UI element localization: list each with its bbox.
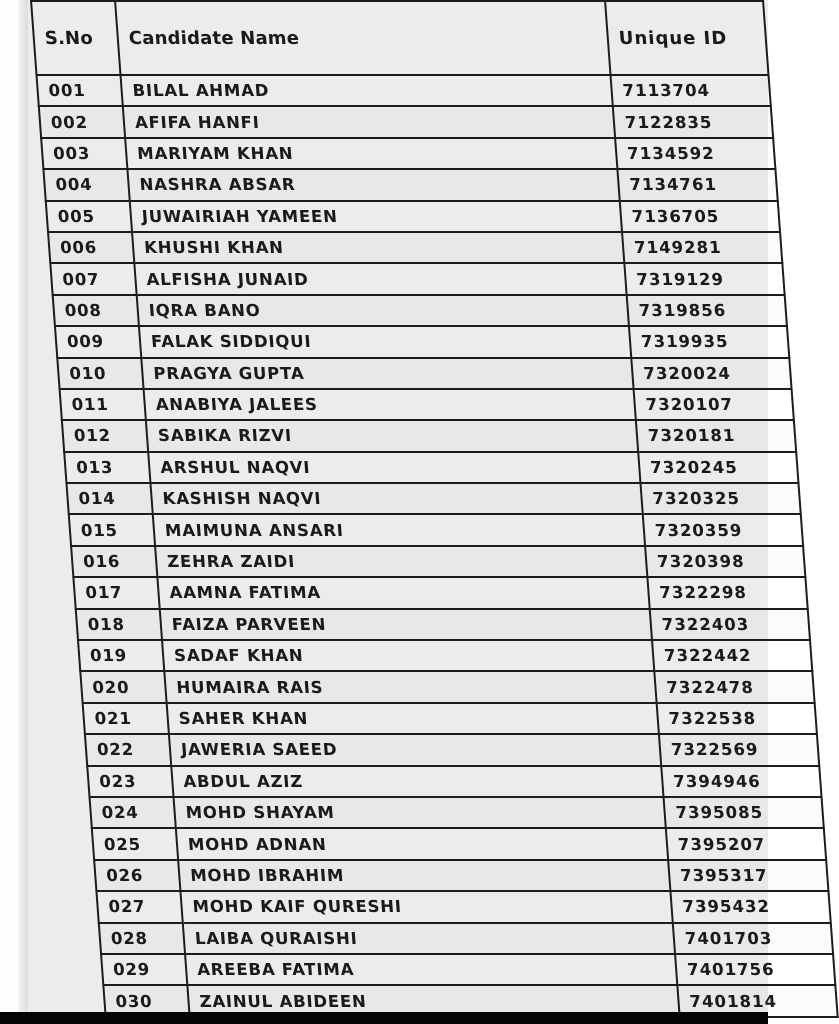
cell-sno: 026 [94,860,180,891]
table-row [57,358,791,389]
cell-unique-id: 7395432 [670,891,830,922]
cell-sno: 018 [76,609,162,640]
table-row [94,860,828,891]
header-unique-id: Unique ID [605,1,768,75]
table-row [99,923,833,954]
table-row [37,75,771,106]
table-body [37,75,838,1017]
cell-unique-id: 7134761 [617,169,777,200]
cell-candidate-name: LAIBA QURAISHI [183,923,675,954]
cell-candidate-name: AFIFA HANFI [123,106,615,137]
cell-sno: 011 [60,389,146,420]
cell-sno: 030 [103,985,189,1016]
cell-unique-id: 7149281 [622,232,782,263]
cell-unique-id: 7322442 [652,640,812,671]
table-row [53,295,787,326]
cell-sno: 022 [85,734,171,765]
cell-candidate-name: JUWAIRIAH YAMEEN [130,201,622,232]
cell-candidate-name: ZEHRA ZAIDI [155,546,647,577]
cell-candidate-name: ARSHUL NAQVI [148,452,640,483]
cell-unique-id: 7122835 [613,106,773,137]
cell-unique-id: 7134592 [615,138,775,169]
cell-candidate-name: PRAGYA GUPTA [141,358,633,389]
cell-candidate-name: AAMNA FATIMA [157,577,649,608]
cell-sno: 013 [64,452,150,483]
cell-sno: 020 [80,671,166,702]
cell-sno: 004 [43,169,129,200]
cell-unique-id: 7320359 [643,514,803,545]
table-row [87,766,821,797]
candidate-list-sheet [30,0,836,1012]
cell-unique-id: 7113704 [611,75,771,106]
table-row [43,169,777,200]
cell-unique-id: 7395317 [668,860,828,891]
cell-candidate-name: KHUSHI KHAN [132,232,624,263]
table-row [62,420,796,451]
cell-candidate-name: MAIMUNA ANSARI [153,514,645,545]
table-row [48,232,782,263]
table-row [101,954,835,985]
cell-candidate-name: ABDUL AZIZ [171,766,663,797]
table-row [78,640,812,671]
cell-unique-id: 7136705 [620,201,780,232]
cell-unique-id: 7319129 [624,263,784,294]
cell-sno: 010 [57,358,143,389]
cell-candidate-name: ALFISHA JUNAID [134,263,626,294]
cell-unique-id: 7319935 [629,326,789,357]
cell-sno: 025 [92,828,178,859]
cell-unique-id: 7320398 [645,546,805,577]
table-row [71,546,805,577]
cell-candidate-name: FAIZA PARVEEN [160,609,652,640]
cell-sno: 003 [41,138,127,169]
cell-unique-id: 7319856 [627,295,787,326]
cell-candidate-name: JAWERIA SAEED [169,734,661,765]
cell-unique-id: 7322298 [647,577,807,608]
cell-candidate-name: SADAF KHAN [162,640,654,671]
cell-sno: 019 [78,640,164,671]
cell-candidate-name: ZAINUL ABIDEEN [187,985,679,1016]
cell-candidate-name: MOHD KAIF QURESHI [180,891,672,922]
table-row [73,577,807,608]
cell-unique-id: 7395207 [666,828,826,859]
table-row [76,609,810,640]
cell-unique-id: 7322478 [654,671,814,702]
table-row [60,389,794,420]
table-row [66,483,800,514]
cell-candidate-name: MOHD SHAYAM [174,797,666,828]
cell-sno: 008 [53,295,139,326]
table-row [41,138,775,169]
cell-sno: 014 [66,483,152,514]
cell-candidate-name: KASHISH NAQVI [150,483,642,514]
cell-sno: 021 [83,703,169,734]
cell-candidate-name: ANABIYA JALEES [144,389,636,420]
cell-unique-id: 7322538 [657,703,817,734]
table-row [96,891,830,922]
table-row [90,797,824,828]
cell-sno: 023 [87,766,173,797]
table-row [85,734,819,765]
cell-candidate-name: MOHD IBRAHIM [178,860,670,891]
cell-unique-id: 7320024 [631,358,791,389]
cell-sno: 028 [99,923,185,954]
cell-candidate-name: MARIYAM KHAN [125,138,617,169]
cell-unique-id: 7320245 [638,452,798,483]
candidate-table [30,0,839,1018]
table-row [80,671,814,702]
header-candidate-name: Candidate Name [115,1,610,75]
cell-unique-id: 7401814 [677,985,837,1016]
cell-sno: 017 [73,577,159,608]
cell-candidate-name: BILAL AHMAD [121,75,613,106]
cell-sno: 001 [37,75,123,106]
cell-unique-id: 7320181 [636,420,796,451]
cell-sno: 007 [50,263,136,294]
cell-sno: 012 [62,420,148,451]
cell-unique-id: 7322569 [659,734,819,765]
cell-candidate-name: AREEBA FATIMA [185,954,677,985]
cell-sno: 024 [90,797,176,828]
cell-sno: 029 [101,954,187,985]
cell-candidate-name: SAHER KHAN [167,703,659,734]
cell-unique-id: 7401703 [673,923,833,954]
cell-unique-id: 7320325 [640,483,800,514]
cell-candidate-name: FALAK SIDDIQUI [139,326,631,357]
cell-sno: 005 [46,201,132,232]
cell-unique-id: 7394946 [661,766,821,797]
cell-sno: 002 [39,106,125,137]
cell-candidate-name: IQRA BANO [137,295,629,326]
cell-sno: 009 [55,326,141,357]
cell-unique-id: 7395085 [664,797,824,828]
table-row [46,201,780,232]
cell-candidate-name: MOHD ADNAN [176,828,668,859]
cell-candidate-name: SABIKA RIZVI [146,420,638,451]
cell-candidate-name: NASHRA ABSAR [127,169,619,200]
cell-unique-id: 7401756 [675,954,835,985]
cell-unique-id: 7322403 [650,609,810,640]
cell-candidate-name: HUMAIRA RAIS [164,671,656,702]
table-row [39,106,773,137]
table-row [69,514,803,545]
header-sno: S.No [31,1,120,75]
bottom-black-bar [0,1012,768,1024]
cell-sno: 015 [69,514,155,545]
table-row [55,326,789,357]
cell-sno: 006 [48,232,134,263]
table-row [92,828,826,859]
table-row [50,263,784,294]
table-row [83,703,817,734]
cell-sno: 016 [71,546,157,577]
table-header-row [31,1,768,75]
cell-unique-id: 7320107 [634,389,794,420]
cell-sno: 027 [96,891,182,922]
table-row [64,452,798,483]
